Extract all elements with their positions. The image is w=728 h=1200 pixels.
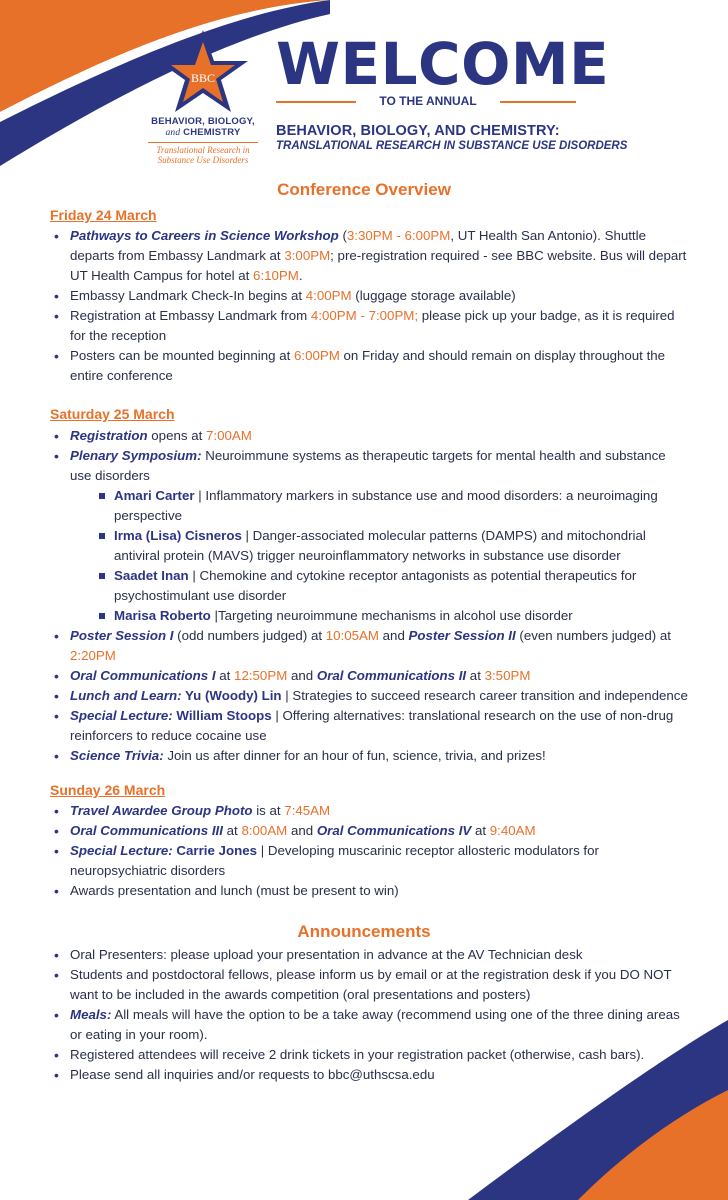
saturday-heading: Saturday 25 March	[50, 406, 175, 422]
list-item: • Awards presentation and lunch (must be present to win)	[70, 881, 690, 901]
list-item: • Plenary Symposium: Neuroimmune systems as therapeutic targets for mental health and substance use disorders Amari Carter | Inflammatory markers in substance use and mood disorders: a neuroimaging perspective Irma (Lisa) Cisneros | Danger-associated molecular patterns (DAMPS) and mitochondrial antiviral protein (MAVS) trigger neuroinflammatory networks in substance use disorder Saadet Inan | Chemokine and cytokine receptor antagonists as potential therapeutics for psychostimulant use disorder Marisa Roberto |Targeting neuroimmune mechanisms in alcohol use disorder	[70, 446, 690, 626]
list-item: • Oral Communications III at 8:00AM and Oral Communications IV at 9:40AM	[70, 821, 690, 841]
logo-name-line1: BEHAVIOR, BIOLOGY,	[151, 116, 255, 127]
speaker-item: Saadet Inan | Chemokine and cytokine receptor antagonists as potential therapeutics for psychostimulant use disorder	[114, 566, 690, 606]
speaker-item: Amari Carter | Inflammatory markers in substance use and mood disorders: a neuroimaging perspective	[114, 486, 690, 526]
conference-title: BEHAVIOR, BIOLOGY, AND CHEMISTRY:	[276, 123, 560, 139]
conference-subtitle: TRANSLATIONAL RESEARCH IN SUBSTANCE USE DISORDERS	[276, 140, 628, 152]
list-item: • Poster Session I (odd numbers judged) at 10:05AM and Poster Session II (even numbers judged) at 2:20PM	[70, 626, 690, 666]
list-item: • Oral Communications I at 12:50PM and Oral Communications II at 3:50PM	[70, 666, 690, 686]
speaker-item: Marisa Roberto |Targeting neuroimmune mechanisms in alcohol use disorder	[114, 606, 690, 626]
list-item: • Embassy Landmark Check-In begins at 4:00PM (luggage storage available)	[70, 286, 690, 306]
logo-tagline: Translational Research in Substance Use Disorders	[148, 142, 258, 165]
list-item: • Students and postdoctoral fellows, please inform us by email or at the registration desk if you DO NOT want to be included in the awards competition (oral presentations and posters)	[70, 965, 690, 1005]
list-item: • Pathways to Careers in Science Workshop (3:30PM - 6:00PM, UT Health San Antonio). Shuttle departs from Embassy Landmark at 3:00PM; pre-registration required - see BBC website. Bus will depart UT Health Campus for hotel at 6:10PM.	[70, 226, 690, 286]
to-the-annual-banner	[276, 93, 576, 109]
announcements-list	[70, 945, 690, 1085]
logo-badge-text: BBC	[190, 71, 216, 85]
list-item: • Registration at Embassy Landmark from 4:00PM - 7:00PM; please pick up your badge, as it is required for the reception	[70, 306, 690, 346]
divider	[276, 101, 356, 103]
saturday-list	[70, 426, 690, 766]
speaker-item: Irma (Lisa) Cisneros | Danger-associated molecular patterns (DAMPS) and mitochondrial antiviral protein (MAVS) trigger neuroinflammatory networks in substance use disorder	[114, 526, 690, 566]
logo-name-line2: and CHEMISTRY	[165, 127, 241, 138]
list-item: • Oral Presenters: please upload your presentation in advance at the AV Technician desk	[70, 945, 690, 965]
sunday-list	[70, 801, 690, 901]
list-item: • Lunch and Learn: Yu (Woody) Lin | Strategies to succeed research career transition and independence	[70, 686, 690, 706]
list-item: • Meals: All meals will have the option to be a take away (recommend using one of the three dining areas or eating in your room).	[70, 1005, 690, 1045]
speaker-list	[114, 486, 690, 626]
friday-list	[70, 226, 690, 386]
divider	[500, 101, 576, 103]
list-item: • Posters can be mounted beginning at 6:00PM on Friday and should remain on display throughout the entire conference	[70, 346, 690, 386]
overview-title: Conference Overview	[277, 180, 451, 199]
list-item: • Special Lecture: Carrie Jones | Developing muscarinic receptor allosteric modulators for neuropsychiatric disorders	[70, 841, 690, 881]
welcome-heading: WELCOME	[276, 30, 610, 98]
list-item: • Special Lecture: William Stoops | Offering alternatives: translational research on the use of non-drug reinforcers to reduce cocaine use	[70, 706, 690, 746]
to-the-annual-text: TO THE ANNUAL	[379, 94, 477, 108]
star-logo-icon	[155, 28, 251, 114]
list-item: • Travel Awardee Group Photo is at 7:45AM	[70, 801, 690, 821]
list-item: • Please send all inquiries and/or requests to bbc@uthscsa.edu	[70, 1065, 690, 1085]
list-item: • Registration opens at 7:00AM	[70, 426, 690, 446]
friday-heading: Friday 24 March	[50, 207, 157, 223]
list-item: • Science Trivia: Join us after dinner for an hour of fun, science, trivia, and prizes!	[70, 746, 690, 766]
list-item: • Registered attendees will receive 2 drink tickets in your registration packet (otherwise, cash bars).	[70, 1045, 690, 1065]
sunday-heading: Sunday 26 March	[50, 782, 166, 798]
announcements-title: Announcements	[297, 922, 431, 941]
bbc-logo	[148, 28, 258, 165]
